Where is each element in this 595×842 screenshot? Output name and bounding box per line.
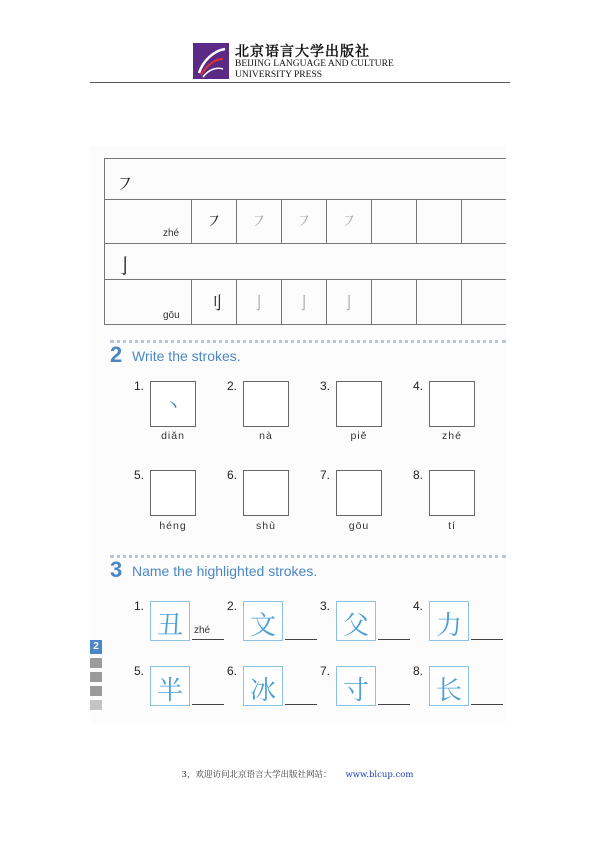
character: 丑 <box>156 611 183 641</box>
stroke-zhe-glyph: ㇇ <box>115 172 135 196</box>
stroke-pinyin-label: gōu <box>163 310 180 321</box>
character: 冰 <box>249 676 276 706</box>
stroke-write-box[interactable] <box>429 381 475 427</box>
tab-block <box>90 700 102 710</box>
character-box <box>336 666 376 706</box>
trace-cell: 刂 <box>191 280 236 324</box>
stroke-practice-row <box>104 200 506 244</box>
character-box <box>150 666 190 706</box>
trace-cell: ㇇ <box>236 200 281 243</box>
answer-line[interactable] <box>285 704 317 705</box>
page-footer <box>0 768 595 780</box>
tab-block <box>90 686 102 696</box>
answer-line[interactable] <box>471 704 503 705</box>
workbook-page: ㇇ zhé ㇇ ㇇ ㇇ ㇇ 亅 gōu 刂 亅 亅 亅 2 Write the strokes. 1. 丶 diǎn 2. nà 3. piě 4. zhé 5. héng 6. shù 7. gōu 8. tí 3 Name the highlighted strokes. 1. 丑 zhé 2. 文 3. 父 4. 力 5. 半 6. 冰 7. 寸 8. 长 2 <box>90 146 506 724</box>
publisher-name-cn: 北京语言大学出版社 <box>235 44 370 60</box>
section-divider <box>110 340 506 343</box>
trace-cell: 亅 <box>326 280 371 324</box>
stroke-write-box[interactable] <box>429 470 475 516</box>
section-title: Name the highlighted strokes. <box>132 563 318 579</box>
character-box <box>150 601 190 641</box>
trace-cell: 亅 <box>236 280 281 324</box>
footer-text: 3，欢迎访问北京语言大学出版社网站： <box>181 770 332 780</box>
stroke-practice-row <box>104 280 506 325</box>
footer-url-link[interactable]: www.blcup.com <box>345 770 414 780</box>
header-divider <box>90 82 510 83</box>
trace-cell <box>461 200 506 243</box>
stroke-pinyin: zhé <box>442 430 462 442</box>
trace-cell: ㇇ <box>191 200 236 243</box>
character: 半 <box>156 676 183 706</box>
unit-side-tab <box>90 640 102 720</box>
section-number: 2 <box>110 342 123 367</box>
character-box <box>429 601 469 641</box>
character-box <box>243 601 283 641</box>
trace-cell <box>416 280 461 324</box>
stroke-pinyin: diǎn <box>161 430 185 442</box>
tab-block <box>90 672 102 682</box>
stroke-pinyin: shù <box>256 520 276 532</box>
stroke-pinyin: gōu <box>348 520 370 532</box>
answer-line[interactable] <box>192 639 224 640</box>
character: 长 <box>435 676 462 706</box>
stroke-pinyin: piě <box>350 430 368 442</box>
stroke-pinyin: nà <box>259 430 273 442</box>
trace-cell: ㇇ <box>281 200 326 243</box>
publisher-name-en-line1: BEIJING LANGUAGE AND CULTURE <box>235 59 394 69</box>
stroke-header-row <box>104 244 506 280</box>
publisher-name-en-line2: UNIVERSITY PRESS <box>235 70 323 80</box>
character-box <box>336 601 376 641</box>
unit-number: 2 <box>90 640 102 654</box>
trace-cell: ㇇ <box>326 200 371 243</box>
stroke-header-row <box>104 159 506 200</box>
trace-cell <box>371 200 416 243</box>
answer-line[interactable] <box>378 704 410 705</box>
answer-line[interactable] <box>378 639 410 640</box>
trace-cell <box>371 280 416 324</box>
stroke-pinyin: tí <box>448 520 456 532</box>
answer-line[interactable] <box>285 639 317 640</box>
stroke-table <box>104 158 506 324</box>
answer-text: zhé <box>194 625 211 636</box>
section-divider <box>110 555 506 558</box>
character: 文 <box>249 611 276 641</box>
character: 父 <box>342 611 369 641</box>
stroke-example: 丶 <box>164 396 182 417</box>
character-box <box>243 666 283 706</box>
stroke-write-box[interactable] <box>336 381 382 427</box>
stroke-pinyin: héng <box>159 520 187 532</box>
character: 力 <box>435 611 462 641</box>
answer-line[interactable] <box>471 639 503 640</box>
stroke-write-box[interactable] <box>243 381 289 427</box>
stroke-write-box[interactable] <box>150 381 196 427</box>
stroke-pinyin-label: zhé <box>163 228 180 239</box>
stroke-write-box[interactable] <box>336 470 382 516</box>
trace-cell <box>461 280 506 324</box>
publisher-logo <box>193 43 229 79</box>
answer-line[interactable] <box>192 704 224 705</box>
section-number: 3 <box>110 557 123 582</box>
character-box <box>429 666 469 706</box>
stroke-gou-glyph: 亅 <box>115 254 135 278</box>
stroke-write-box[interactable] <box>243 470 289 516</box>
tab-block <box>90 658 102 668</box>
trace-cell: 亅 <box>281 280 326 324</box>
character: 寸 <box>342 676 369 706</box>
trace-cell <box>416 200 461 243</box>
section-title: Write the strokes. <box>132 348 241 364</box>
stroke-write-box[interactable] <box>150 470 196 516</box>
